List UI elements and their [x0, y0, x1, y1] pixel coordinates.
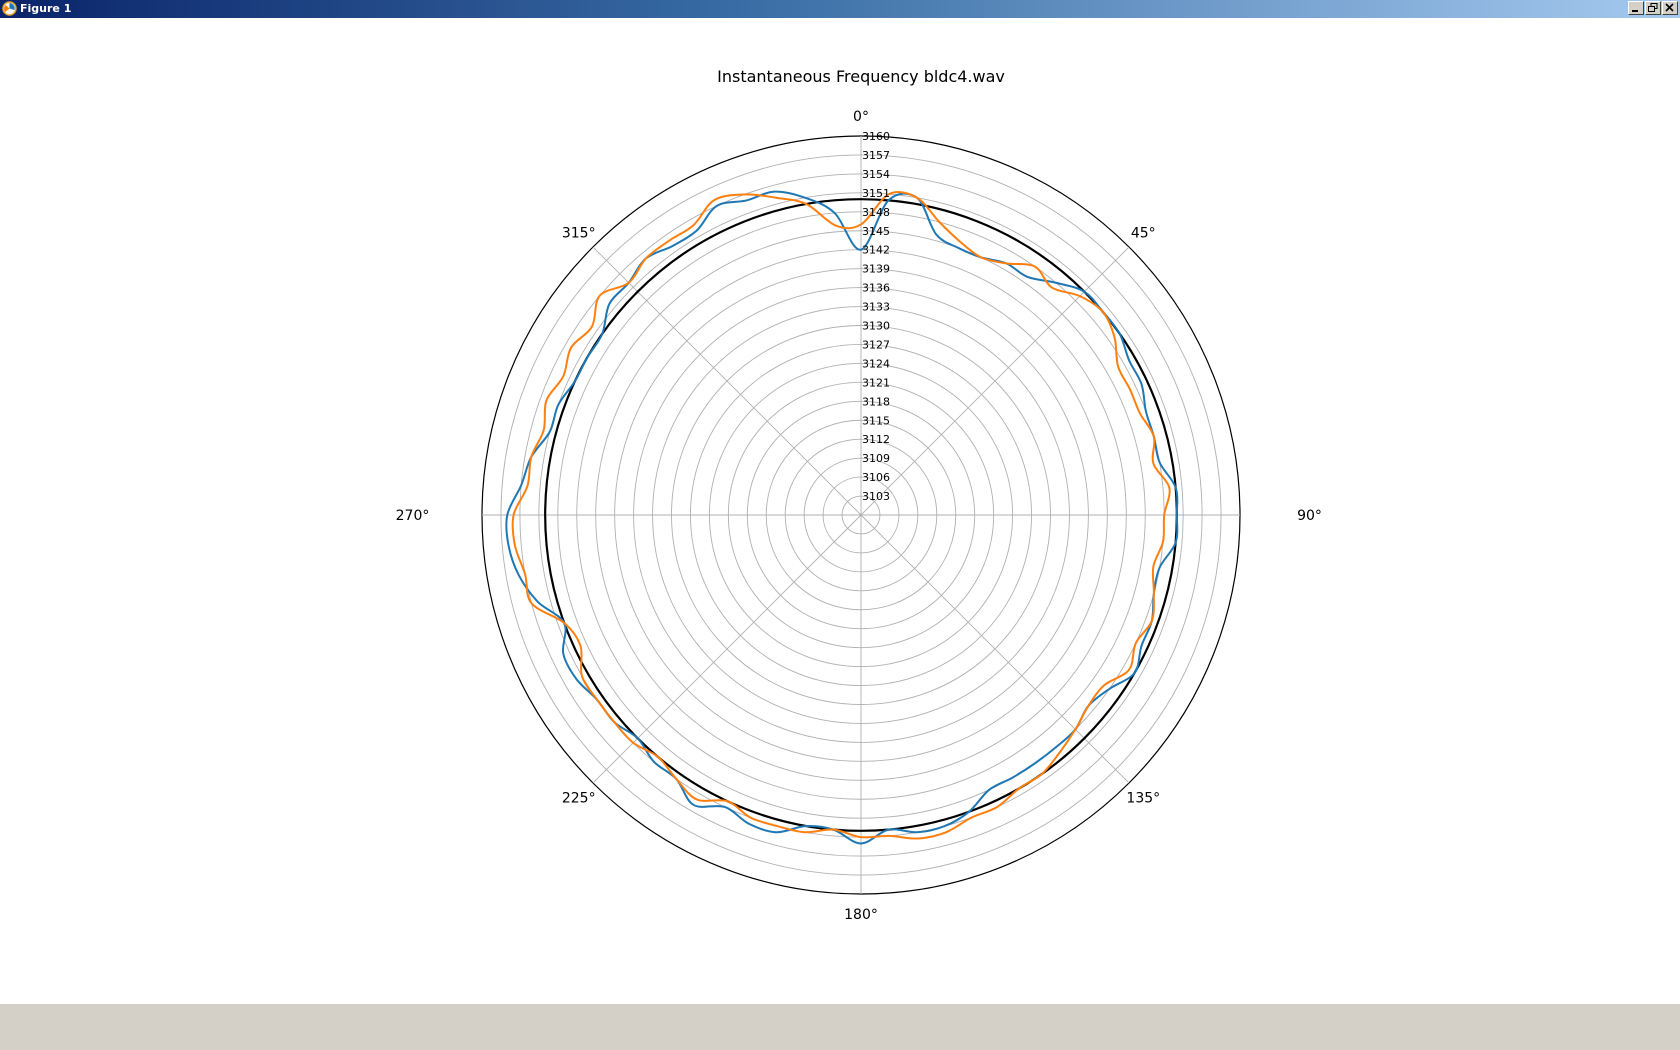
minimize-icon	[1629, 2, 1643, 14]
theta-tick-label: 270°	[395, 508, 430, 524]
theta-tick-label: 90°	[1297, 508, 1322, 524]
polar-grid-spoke	[593, 247, 861, 515]
r-tick-label: 3139	[862, 262, 890, 276]
r-tick-label: 3130	[862, 319, 890, 333]
r-tick-label: 3160	[862, 130, 890, 143]
r-tick-label: 3142	[862, 243, 890, 257]
restore-icon	[1646, 2, 1660, 14]
theta-tick-label: 225°	[561, 790, 596, 807]
r-tick-label: 3145	[862, 224, 890, 238]
r-tick-label: 3106	[862, 471, 890, 485]
window-title: Figure 1	[20, 2, 72, 15]
close-icon	[1663, 2, 1677, 14]
figure-canvas	[0, 18, 1680, 1004]
r-tick-label: 3148	[862, 205, 890, 219]
theta-tick-label: 135°	[1126, 790, 1161, 807]
theta-tick-label: 315°	[561, 225, 596, 242]
status-bar	[0, 1004, 1680, 1050]
r-tick-label: 3115	[862, 414, 890, 428]
polar-grid-spoke	[861, 247, 1129, 515]
minimize-button[interactable]	[1628, 1, 1644, 15]
theta-tick-label: 45°	[1130, 225, 1156, 242]
r-tick-label: 3112	[862, 433, 890, 447]
chart-title: Instantaneous Frequency bldc4.wav	[717, 67, 1005, 86]
polar-chart	[0, 18, 1680, 1004]
r-tick-label: 3109	[862, 452, 890, 466]
close-button[interactable]	[1662, 1, 1678, 15]
r-tick-label: 3118	[862, 395, 890, 409]
r-tick-label: 3103	[862, 490, 890, 504]
app-icon	[2, 1, 17, 16]
theta-tick-label: 0°	[853, 108, 869, 125]
window-titlebar	[0, 0, 1680, 18]
maximize-button[interactable]	[1645, 1, 1661, 15]
r-tick-label: 3154	[862, 167, 890, 181]
r-tick-label: 3127	[862, 338, 890, 352]
theta-tick-label: 180°	[844, 907, 878, 924]
r-tick-label: 3133	[862, 300, 890, 314]
r-tick-label: 3151	[862, 186, 890, 200]
r-tick-label: 3124	[862, 357, 890, 371]
r-tick-label: 3136	[862, 281, 890, 295]
r-tick-label: 3157	[862, 148, 890, 162]
r-tick-label: 3121	[862, 376, 890, 390]
polar-grid-spoke	[861, 515, 1129, 783]
